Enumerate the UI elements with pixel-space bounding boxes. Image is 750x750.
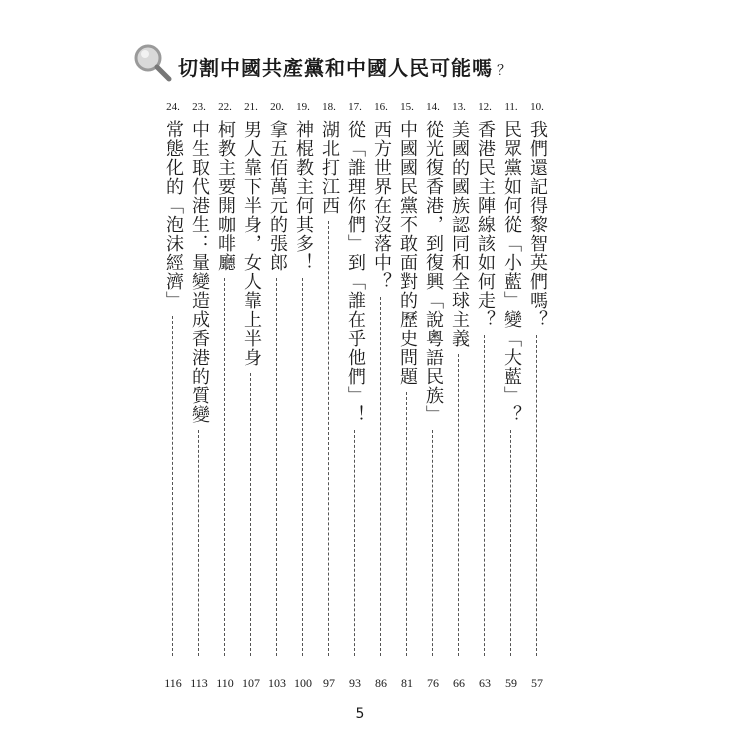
toc-dot-leader	[380, 297, 381, 656]
toc-entry-title: 西方世界在沒落中？	[371, 120, 392, 291]
toc-entry-title: 男人靠下半身，女人靠上半身	[241, 120, 262, 367]
toc-entry	[316, 100, 342, 690]
toc-entry-page: 66	[453, 676, 465, 690]
toc-entry-title: 美國的國族認同和全球主義	[449, 120, 470, 348]
book-title	[178, 52, 512, 81]
running-header	[118, 30, 512, 100]
toc-dot-leader	[510, 430, 511, 656]
toc-entry-number: 10.	[530, 101, 544, 113]
toc-entry-number: 13.	[452, 101, 466, 113]
toc-entry-number: 24.	[166, 101, 180, 113]
toc-dot-leader	[328, 221, 329, 656]
toc-entry	[394, 100, 420, 690]
toc-entry-title: 香港民主陣線該如何走？	[475, 120, 496, 329]
toc-entry	[212, 100, 238, 690]
toc-entry-number: 22.	[218, 101, 232, 113]
toc-dot-leader	[536, 335, 537, 656]
toc-entry	[420, 100, 446, 690]
toc-entry-number: 23.	[192, 101, 206, 113]
toc-entry-title: 從光復香港，到復興「說粵語民族」	[423, 120, 444, 424]
toc-entry-number: 17.	[348, 101, 362, 113]
toc-entry-page: 76	[427, 676, 439, 690]
toc-entry	[472, 100, 498, 690]
toc-dot-leader	[224, 278, 225, 656]
toc-entry	[264, 100, 290, 690]
table-of-contents	[160, 100, 550, 690]
toc-entry-number: 20.	[270, 101, 284, 113]
toc-entry-title: 我們還記得黎智英們嗎？	[527, 120, 548, 329]
toc-dot-leader	[406, 392, 407, 656]
toc-entry-page: 113	[190, 676, 208, 690]
toc-entry-page: 100	[294, 676, 312, 690]
toc-dot-leader	[432, 430, 433, 656]
toc-dot-leader	[458, 354, 459, 656]
toc-dot-leader	[302, 278, 303, 656]
toc-entry-page: 93	[349, 676, 361, 690]
toc-entry-page: 63	[479, 676, 491, 690]
toc-dot-leader	[354, 430, 355, 656]
toc-entry-title: 中生取代港生：量變造成香港的質變	[189, 120, 210, 424]
toc-entry-number: 15.	[400, 101, 414, 113]
toc-entry-page: 97	[323, 676, 335, 690]
toc-dot-leader	[198, 430, 199, 656]
toc-entry	[342, 100, 368, 690]
book-title-text: 切割中國共產黨和中國人民可能嗎	[178, 56, 493, 80]
toc-entry	[524, 100, 550, 690]
toc-entry	[498, 100, 524, 690]
toc-entry	[368, 100, 394, 690]
toc-entry-number: 14.	[426, 101, 440, 113]
toc-entry	[446, 100, 472, 690]
toc-entry	[186, 100, 212, 690]
toc-dot-leader	[276, 278, 277, 656]
toc-entry	[160, 100, 186, 690]
toc-entry-number: 21.	[244, 101, 258, 113]
magnifying-glass-icon	[132, 42, 172, 82]
toc-entry-title: 中國國民黨不敢面對的歷史問題	[397, 120, 418, 386]
page-number: 5	[355, 706, 365, 722]
toc-entry-title: 湖北打江西	[319, 120, 340, 215]
toc-entry-title: 神棍教主何其多！	[293, 120, 314, 272]
toc-entry	[238, 100, 264, 690]
toc-entry-title: 從「誰理你們」到「誰在乎他們」！	[345, 120, 366, 424]
toc-entry-page: 59	[505, 676, 517, 690]
toc-entry	[290, 100, 316, 690]
toc-entry-page: 57	[531, 676, 543, 690]
book-title-suffix: ？	[497, 63, 512, 79]
toc-entry-title: 柯教主要開咖啡廳	[215, 120, 236, 272]
toc-entry-number: 18.	[322, 101, 336, 113]
toc-entry-title: 民眾黨如何從「小藍」變「大藍」？	[501, 120, 522, 424]
toc-entry-title: 拿五佰萬元的張郎	[267, 120, 288, 272]
toc-entry-number: 11.	[504, 101, 518, 113]
toc-entry-page: 107	[242, 676, 260, 690]
toc-entry-page: 86	[375, 676, 387, 690]
toc-dot-leader	[172, 316, 173, 656]
toc-entry-page: 81	[401, 676, 413, 690]
toc-dot-leader	[484, 335, 485, 656]
toc-entry-number: 19.	[296, 101, 310, 113]
toc-entry-number: 12.	[478, 101, 492, 113]
toc-entry-number: 16.	[374, 101, 388, 113]
toc-entry-page: 103	[268, 676, 286, 690]
toc-dot-leader	[250, 373, 251, 656]
toc-entry-page: 110	[216, 676, 234, 690]
toc-entry-title: 常態化的「泡沫經濟」	[163, 120, 184, 310]
toc-entry-page: 116	[164, 676, 182, 690]
